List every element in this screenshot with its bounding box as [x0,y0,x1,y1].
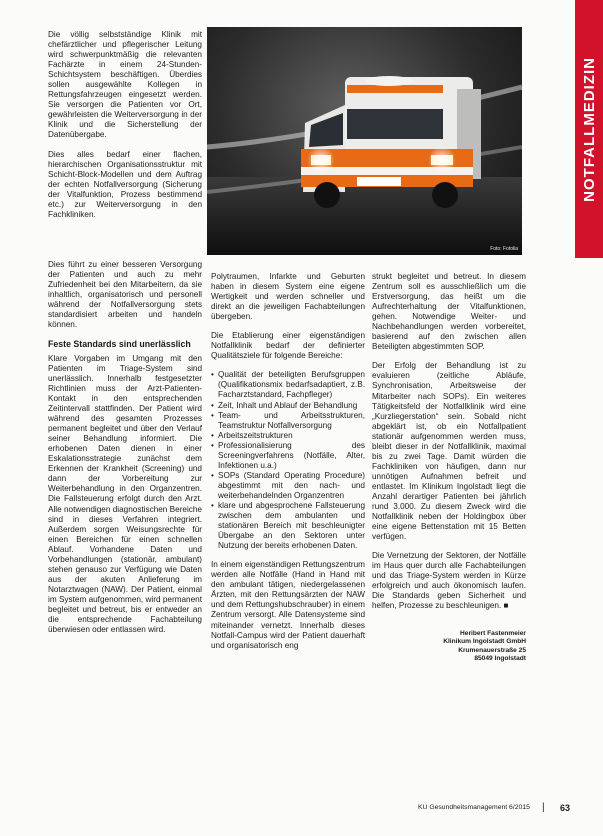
bullet-list [211,370,365,551]
paragraph: Klare Vorgaben im Umgang mit den Patienten im Triage-System sind unerlässlich. Innerhalb festgesetzter Richtlinien muss der Arzt-Patienten-Kontakt in den entsprechenden Zeitintervall stattfinden. Der Patient wird während des gesamten Prozesses permanent begleitet und über den Verlauf seiner Behandlung informiert. Die erhobenen Daten dienen in einer Eskalationsstrategie zunächst dem Erkennen der Krankheit (Screening) und dann der Vorbereitung zur Weiterbehandlung in den Organzentren. Die Fallsteuerung erfolgt durch den Arzt. Alle notwendigen diagnostischen Bereiche sind in dieses Verfahren integriert. Außerdem sorgen Weisungsrechte für einen Bereichen für einen schnellen Ablauf. Vorhandene Daten und Vorbehandlungen (stationär, ambulant) stehen genauso zur Verfügung wie Daten aus der akuten Anlieferung im Notarztwagen (NAW). Der Patient, einmal im System aufgenommen, wird permanent begleitet und betreut, bis er entweder an die entsprechende Fachabteilung überwiesen oder entlassen wird. [48,353,202,635]
author-organization: Klinikum Ingolstadt GmbH [443,638,526,645]
paragraph: Dies alles bedarf einer flachen, hierarchischen Organisationsstruktur mit Schicht-Block-Modellen und dem Auftrag der echten Notfallversorgung (Sicherung der Vitalfunktion, Prozess bestimmend etc.) zur Weiterversorgung in den Fachkliniken. [48,149,202,219]
paragraph: Die Etablierung einer eigenständigen Notfallklinik bedarf der definierter Qualitätsziele für folgende Bereiche: [211,331,365,361]
list-item: • Team- und Arbeitsstrukturen, Teamstruktur Notfallversorgung [211,411,365,431]
ambulance-illustration [207,27,522,255]
list-item: • klare und abgesprochene Fallsteuerung zwischen dem ambulanten und stationären Bereich mit beschleunigter Übergabe an den Sektoren unter Nutzung der bereits erhobenen Daten. [211,501,365,551]
author-signature [372,630,526,664]
column-2 [211,272,365,660]
column-3 [372,272,526,664]
list-item: • Qualität der beteiligten Berufsgruppen (Qualifikationsmix bedarfsadaptiert, z.B. Facharztstandard, Fachpfleger) [211,370,365,400]
photo-credit: Foto: Fotolia [490,246,518,252]
section-heading: Feste Standards sind unerlässlich [48,339,191,350]
author-street: Krumenauerstraße 25 [458,646,526,654]
paragraph: In einem eigenständigen Rettungszentrum werden alle Notfälle (Hand in Hand mit den ambulant tätigen, niedergelassenen Ärzten, mit den Rettungsärzten der NAW und dem Rettungshubschrauber) in einem Zentrum versorgt. Alle Datensysteme sind miteinander vernetzt. Innerhalb dieses Notfall-Campus wird der Patient dauerhaft und organisatorisch eng [211,560,365,650]
column-1-bottom [48,260,202,644]
paragraph: Der Erfolg der Behandlung ist zu evaluieren (zeitliche Abläufe, Synchronisation, Arbeitsweise der Mitarbeiter nach SOPs). Ein weiteres Tätigkeitsfeld der Notfallklinik wird eine „Kurzliegerstation“ sein. Sobald nicht abgeklärt ist, ob ein Notfallpatient stationär aufgenommen werden muss, bleibt dieser in der Notfallklinik, maximal bis zu zwei Tage. Damit würden die Fachkliniken von häufigen, dann nur unnötigen Aufnahmen befreit und entlastet. Im Klinikum Ingolstadt liegt die Anzahl derartiger Patienten bei jährlich rund 3.000. Zu diesem Zweck wird die Notfallklinik neben der Holdingbox über eine eigene Bettenstation mit 15 Betten verfügen. [372,361,526,542]
page-number: 63 [560,803,571,813]
author-city: 85049 Ingolstadt [474,655,526,662]
section-tab-label: NOTFALLMEDIZIN [580,56,598,202]
list-item: • SOPs (Standard Operating Procedure) abgestimmt mit den nach- und weiterbehandelnden Organzentren [211,471,365,501]
paragraph: Die Vernetzung der Sektoren, der Notfälle im Haus quer durch alle Fachabteilungen und das Triage-System werden in Kürze erfolgreich und auch ökonomisch laufen. Die Standards geben Sicherheit und helfen, Prozesse zu beschleunigen. ■ [372,551,526,611]
column-1-top [48,30,202,229]
footer-source: KU Gesundheitsmanagement 6/2015 [418,804,530,811]
paragraph: Polytraumen, Infarkte und Geburten haben in diesem System eine eigene Wertigkeit und werden schneller und direkt an die jeweiligen Fachabteilungen übergeben. [211,272,365,322]
list-item: • Arbeitszeitstrukturen [211,431,365,441]
author-name: Heribert Fastenmeier [460,629,526,637]
ambulance-photo [207,27,522,255]
list-item: • Zeit, Inhalt und Ablauf der Behandlung [211,401,365,411]
footer-separator: | [542,802,545,813]
section-tab [575,0,603,258]
paragraph: Die völlig selbstständige Klinik mit chefärztlicher und pflegerischer Leitung wird schwerpunktmäßig die relevanten Fachärzte in einem 24-Stunden-Schichtsystem beschäftigen. Überdies sollen ausgewählte Kollegen in Rettungsfahrzeugen eingesetzt werden. Sie versorgen die Patienten vor Ort, gewährleisten die Weiterversorgung in der Klinik und die Sicherstellung der Datenübergabe. [48,30,202,140]
paragraph: strukt begleitet und betreut. In diesem Zentrum soll es ausschließlich um die Erstversorgung, das heißt um die Aufrechterhaltung der Vitalfunktionen, gehen. Notwendige Weiter- und Nachbehandlungen werden vorbereitet, basierend auf den zwischen allen Beteiligten abgestimmten SOP. [372,272,526,352]
paragraph: Dies führt zu einer besseren Versorgung der Patienten und auch zu mehr Zufriedenheit bei den Mitarbeitern, da sie inhaltlich, organisatorisch und personell während der Notfallversorgung stets standardisiert arbeiten und handeln können. [48,260,202,330]
list-item: • Professionalisierung des Screeningverfahrens (Notfälle, Alter, Infektionen u.a.) [211,441,365,471]
